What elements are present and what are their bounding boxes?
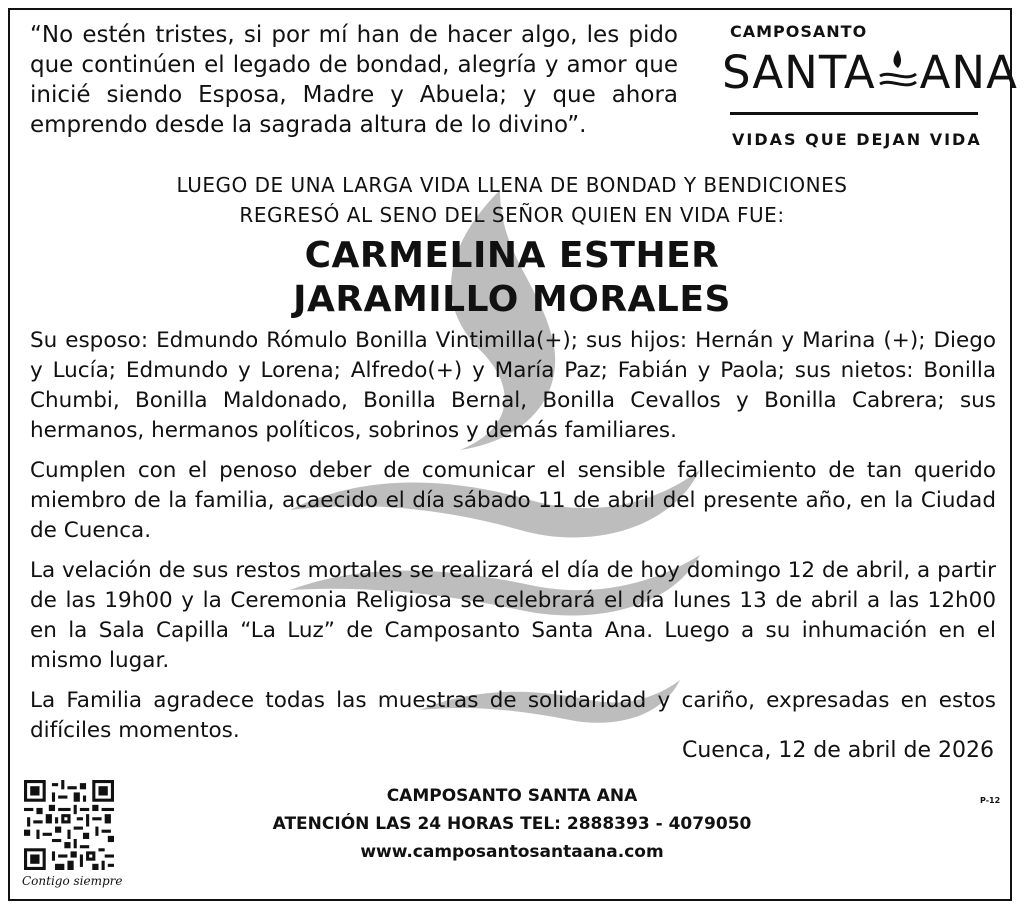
- qr-code-icon[interactable]: [24, 780, 114, 870]
- intro-heading: [30, 170, 994, 230]
- logo-rule: [730, 112, 978, 115]
- logo-brand-left: SANTA: [722, 46, 876, 99]
- footer-contact: [220, 782, 804, 866]
- page-code: P-12: [980, 796, 1001, 805]
- qr-caption: Contigo siempre: [22, 874, 123, 888]
- logo-tagline: VIDAS QUE DEJAN VIDA: [732, 130, 982, 149]
- thanks-paragraph: La Familia agradece todas las muestras de solidaridad y cariño, expresadas en estos difíciles momentos.: [30, 688, 996, 743]
- deceased-name-line-2: JARAMILLO MORALES: [293, 279, 731, 320]
- footer-phone[interactable]: ATENCIÓN LAS 24 HORAS TEL: 2888393 - 4079050: [272, 814, 752, 834]
- logo-flame-icon: [876, 48, 920, 92]
- date-line: Cuenca, 12 de abril de 2026: [681, 738, 994, 763]
- intro-line-2: REGRESÓ AL SENO DEL SEÑOR QUIEN EN VIDA FUE:: [239, 203, 785, 227]
- deceased-name: [30, 234, 994, 322]
- family-paragraph: Su esposo: Edmundo Rómulo Bonilla Vintimilla(+); sus hijos: Hernán y Marina (+); Diego y Lucía; Edmundo y Lorena; Alfredo(+) y María Paz; Fabián y Paola; sus nietos: Bonilla Chumbi, Bonilla Maldonado, Bonilla Bernal, Bonilla Cevallos y Bonilla Cabrera; sus hermanos, hermanos políticos, sobrinos y demás familiares.: [30, 328, 996, 443]
- logo-brand: [722, 46, 1018, 99]
- quote-text: “No estén tristes, si por mí han de hacer algo, les pido que continúen el legado de bondad, alegría y amor que inicié siendo Esposa, Madre y Abuela; y que ahora emprendo desde la sagrada altura de lo divino”.: [30, 22, 678, 138]
- footer-line-1: CAMPOSANTO SANTA ANA: [386, 786, 638, 806]
- notice-body: [30, 326, 996, 756]
- logo-brand-right: ANA: [919, 46, 1018, 99]
- camposanto-logo: [716, 20, 1018, 160]
- ceremony-paragraph: La velación de sus restos mortales se realizará el día de hoy domingo 12 de abril, a partir de las 19h00 y la Ceremonia Religiosa se celebrará el día lunes 13 de abril a las 12h00 en la Sala Capilla “La Luz” de Camposanto Santa Ana. Luego a su inhumación en el mismo lugar.: [30, 558, 996, 673]
- deceased-name-line-1: CARMELINA ESTHER: [304, 235, 720, 276]
- announcement-paragraph: Cumplen con el penoso deber de comunicar el sensible fallecimiento de tan querido miembro de la familia, acaecido el día sábado 11 de abril del presente año, en la Ciudad de Cuenca.: [30, 458, 996, 543]
- logo-top-text: CAMPOSANTO: [730, 22, 868, 41]
- intro-line-1: LUEGO DE UNA LARGA VIDA LLENA DE BONDAD Y BENDICIONES: [176, 173, 848, 197]
- footer-website-link[interactable]: www.camposantosantaana.com: [360, 842, 664, 862]
